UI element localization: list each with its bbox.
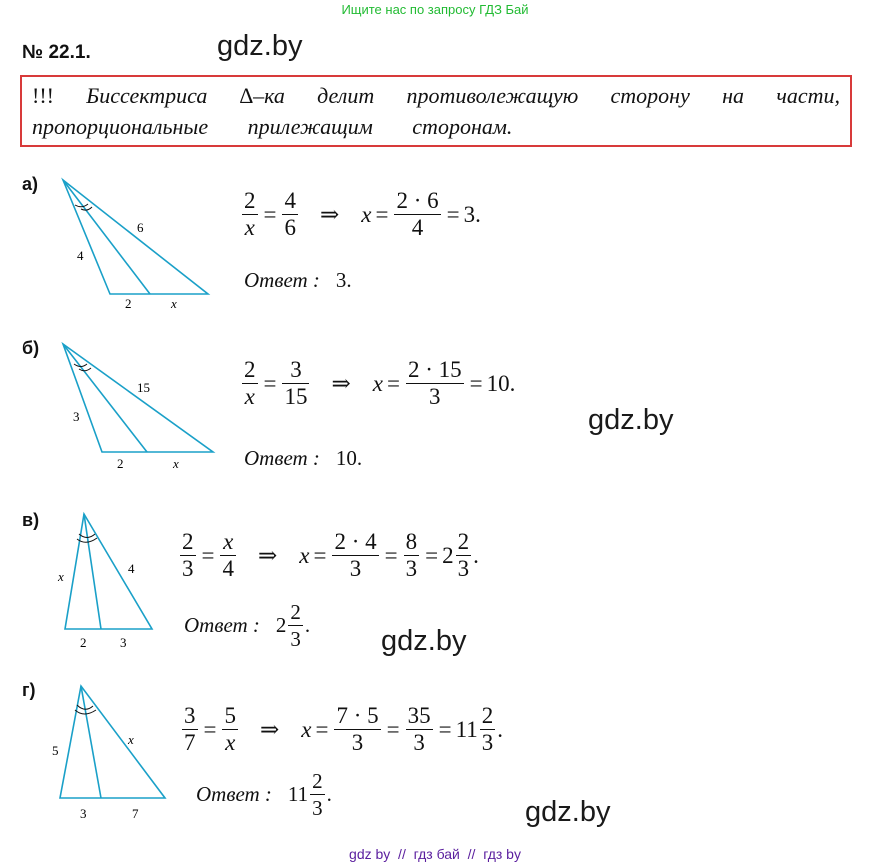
answer-whole: 2 bbox=[275, 613, 287, 637]
triangle-b bbox=[55, 336, 225, 476]
fraction bbox=[282, 357, 309, 410]
watermark: gdz.by bbox=[588, 404, 674, 436]
triangle-c bbox=[52, 508, 167, 653]
equals-sign: = bbox=[203, 716, 217, 742]
fraction bbox=[222, 703, 238, 756]
rule-word: сторону bbox=[610, 83, 690, 108]
equals-sign: = bbox=[469, 370, 483, 396]
period: . bbox=[509, 370, 516, 396]
side-label-left: 5 bbox=[52, 743, 59, 758]
numerator: 5 bbox=[224, 703, 236, 728]
denominator: 3 bbox=[457, 556, 470, 581]
numerator: 3 bbox=[184, 703, 196, 728]
numerator: 2 · 15 bbox=[407, 357, 462, 382]
rule-word: противолежащую bbox=[406, 83, 579, 108]
equation-c bbox=[178, 529, 479, 582]
equals-sign: = bbox=[438, 716, 452, 742]
triangle-a bbox=[55, 172, 225, 317]
base-label-left: 2 bbox=[117, 456, 124, 471]
side-label-right: 15 bbox=[137, 380, 150, 395]
angle-arc-b bbox=[79, 368, 91, 371]
rule-word: делит bbox=[317, 83, 375, 108]
fraction bbox=[282, 188, 298, 241]
fraction bbox=[182, 703, 198, 756]
fraction bbox=[406, 703, 433, 756]
rule-box bbox=[20, 75, 852, 147]
period: . bbox=[326, 782, 332, 806]
side-label-right: 6 bbox=[137, 220, 144, 235]
equals-sign: = bbox=[263, 201, 277, 227]
denominator: 3 bbox=[481, 730, 494, 755]
equals-sign: = bbox=[263, 370, 277, 396]
part-label-b: б) bbox=[22, 338, 40, 358]
numerator: 35 bbox=[407, 703, 431, 728]
mixed-whole: 11 bbox=[455, 716, 478, 742]
result-value: 3 bbox=[463, 201, 476, 227]
bisector-b bbox=[63, 344, 147, 452]
answer-value: 3. bbox=[335, 268, 352, 292]
numerator: 2 · 4 bbox=[334, 529, 377, 554]
part-label-c: в) bbox=[22, 510, 40, 530]
denominator: 4 bbox=[411, 215, 424, 240]
period: . bbox=[473, 542, 479, 568]
numerator: 3 bbox=[290, 357, 302, 382]
task-number: № 22.1. bbox=[22, 42, 91, 63]
watermark: gdz.by bbox=[381, 625, 467, 657]
rule-line-1 bbox=[32, 80, 840, 111]
denominator: 4 bbox=[222, 556, 234, 581]
fraction bbox=[456, 529, 472, 582]
fraction bbox=[480, 703, 496, 756]
answer-d bbox=[196, 768, 332, 821]
answer-value: 10. bbox=[335, 446, 363, 470]
answer-word: Ответ : bbox=[184, 613, 260, 637]
period: . bbox=[475, 201, 481, 227]
rule-word: пропорциональные bbox=[32, 114, 209, 139]
rule-word: на bbox=[722, 83, 745, 108]
part-label-a: а) bbox=[22, 174, 39, 194]
denominator: 3 bbox=[351, 730, 364, 755]
numerator: 4 bbox=[284, 188, 296, 213]
answer-word: Ответ : bbox=[196, 782, 272, 806]
base-label-left: 2 bbox=[80, 635, 87, 650]
base-label-right: 3 bbox=[120, 635, 127, 650]
side-label-left: 4 bbox=[77, 248, 84, 263]
equals-sign: = bbox=[315, 716, 329, 742]
implies-sign: ⇒ bbox=[259, 716, 280, 742]
watermark: gdz.by bbox=[217, 30, 303, 62]
denominator: x bbox=[225, 730, 236, 755]
triangle-a-outline bbox=[63, 180, 208, 294]
denominator: x bbox=[244, 384, 255, 409]
base-label-right: 7 bbox=[132, 806, 139, 821]
fraction bbox=[404, 529, 420, 582]
denominator: 15 bbox=[284, 384, 308, 409]
denominator: x bbox=[244, 215, 255, 240]
answer-b bbox=[244, 446, 362, 471]
triangle-d-outline bbox=[60, 686, 165, 798]
rule-word: сторонам. bbox=[412, 114, 513, 139]
answer-whole: 11 bbox=[287, 782, 309, 806]
numerator: x bbox=[223, 529, 234, 554]
fraction bbox=[406, 357, 464, 410]
part-label-d: г) bbox=[22, 680, 36, 700]
base-label-right: x bbox=[171, 296, 177, 311]
equals-sign: = bbox=[384, 542, 398, 568]
numerator: 2 · 6 bbox=[396, 188, 439, 213]
variable-x: x bbox=[361, 201, 372, 227]
fraction bbox=[220, 529, 236, 582]
base-label-left: 3 bbox=[80, 806, 87, 821]
variable-x: x bbox=[372, 370, 383, 396]
fraction bbox=[310, 768, 325, 821]
answer-word: Ответ : bbox=[244, 446, 320, 470]
equals-sign: = bbox=[201, 542, 215, 568]
denominator: 3 bbox=[312, 796, 323, 820]
denominator: 3 bbox=[290, 627, 301, 651]
numerator: 2 bbox=[457, 529, 470, 554]
angle-arc-a bbox=[81, 207, 92, 210]
side-label-right: 4 bbox=[128, 561, 135, 576]
fraction bbox=[332, 529, 378, 582]
answer-word: Ответ : bbox=[244, 268, 320, 292]
rule-word: прилежащим bbox=[247, 114, 373, 139]
numerator: 2 bbox=[290, 600, 301, 624]
answer-a bbox=[244, 268, 352, 293]
bisector-d bbox=[81, 686, 101, 798]
implies-sign: ⇒ bbox=[319, 201, 340, 227]
numerator: 7 · 5 bbox=[336, 703, 379, 728]
result-value: 10 bbox=[486, 370, 510, 396]
denominator: 3 bbox=[182, 556, 194, 581]
equation-d bbox=[180, 703, 503, 756]
bisector-a bbox=[63, 180, 150, 294]
rule-word: !!! bbox=[32, 83, 54, 108]
numerator: 2 bbox=[244, 357, 256, 382]
denominator: 6 bbox=[284, 215, 296, 240]
triangle-c-outline bbox=[65, 514, 152, 629]
watermark: gdz.by bbox=[525, 796, 611, 828]
rule-word: ∆–ка bbox=[239, 83, 285, 108]
denominator: 7 bbox=[184, 730, 196, 755]
denominator: 3 bbox=[429, 384, 441, 409]
base-label-right: x bbox=[173, 456, 179, 471]
side-label-left: x bbox=[58, 569, 64, 584]
equals-sign: = bbox=[425, 542, 439, 568]
equation-a bbox=[240, 188, 481, 241]
equals-sign: = bbox=[313, 542, 327, 568]
side-label-left: 3 bbox=[73, 409, 80, 424]
triangle-b-outline bbox=[63, 344, 213, 452]
variable-x: x bbox=[301, 716, 312, 742]
denominator: 3 bbox=[413, 730, 425, 755]
rule-word: Биссектриса bbox=[86, 83, 208, 108]
rule-word: части, bbox=[776, 83, 840, 108]
footer-links: gdz by // гдз бай // гдз by bbox=[349, 846, 521, 862]
fraction bbox=[334, 703, 380, 756]
fraction bbox=[394, 188, 440, 241]
equals-sign: = bbox=[386, 370, 400, 396]
numerator: 8 bbox=[405, 529, 418, 554]
fraction bbox=[180, 529, 196, 582]
base-label-left: 2 bbox=[125, 296, 132, 311]
period: . bbox=[304, 613, 311, 637]
numerator: 2 bbox=[481, 703, 494, 728]
numerator: 2 bbox=[244, 188, 256, 213]
rule-line-2 bbox=[32, 111, 840, 142]
equals-sign: = bbox=[446, 201, 460, 227]
implies-sign: ⇒ bbox=[331, 370, 351, 396]
side-label-right: x bbox=[128, 732, 134, 747]
denominator: 3 bbox=[405, 556, 418, 581]
denominator: 3 bbox=[349, 556, 362, 581]
mixed-whole: 2 bbox=[442, 542, 454, 568]
variable-x: x bbox=[299, 542, 310, 568]
answer-c bbox=[184, 599, 310, 652]
numerator: 2 bbox=[312, 769, 323, 793]
fraction bbox=[242, 188, 258, 241]
triangle-d bbox=[52, 680, 177, 825]
fraction bbox=[288, 599, 303, 652]
numerator: 2 bbox=[182, 529, 194, 554]
implies-sign: ⇒ bbox=[257, 542, 278, 568]
fraction bbox=[242, 357, 258, 410]
equals-sign: = bbox=[375, 201, 389, 227]
equals-sign: = bbox=[386, 716, 400, 742]
equation-b bbox=[240, 357, 515, 410]
period: . bbox=[497, 716, 504, 742]
bisector-c bbox=[84, 514, 101, 629]
top-banner: Ищите нас по запросу ГДЗ Бай bbox=[341, 2, 529, 17]
